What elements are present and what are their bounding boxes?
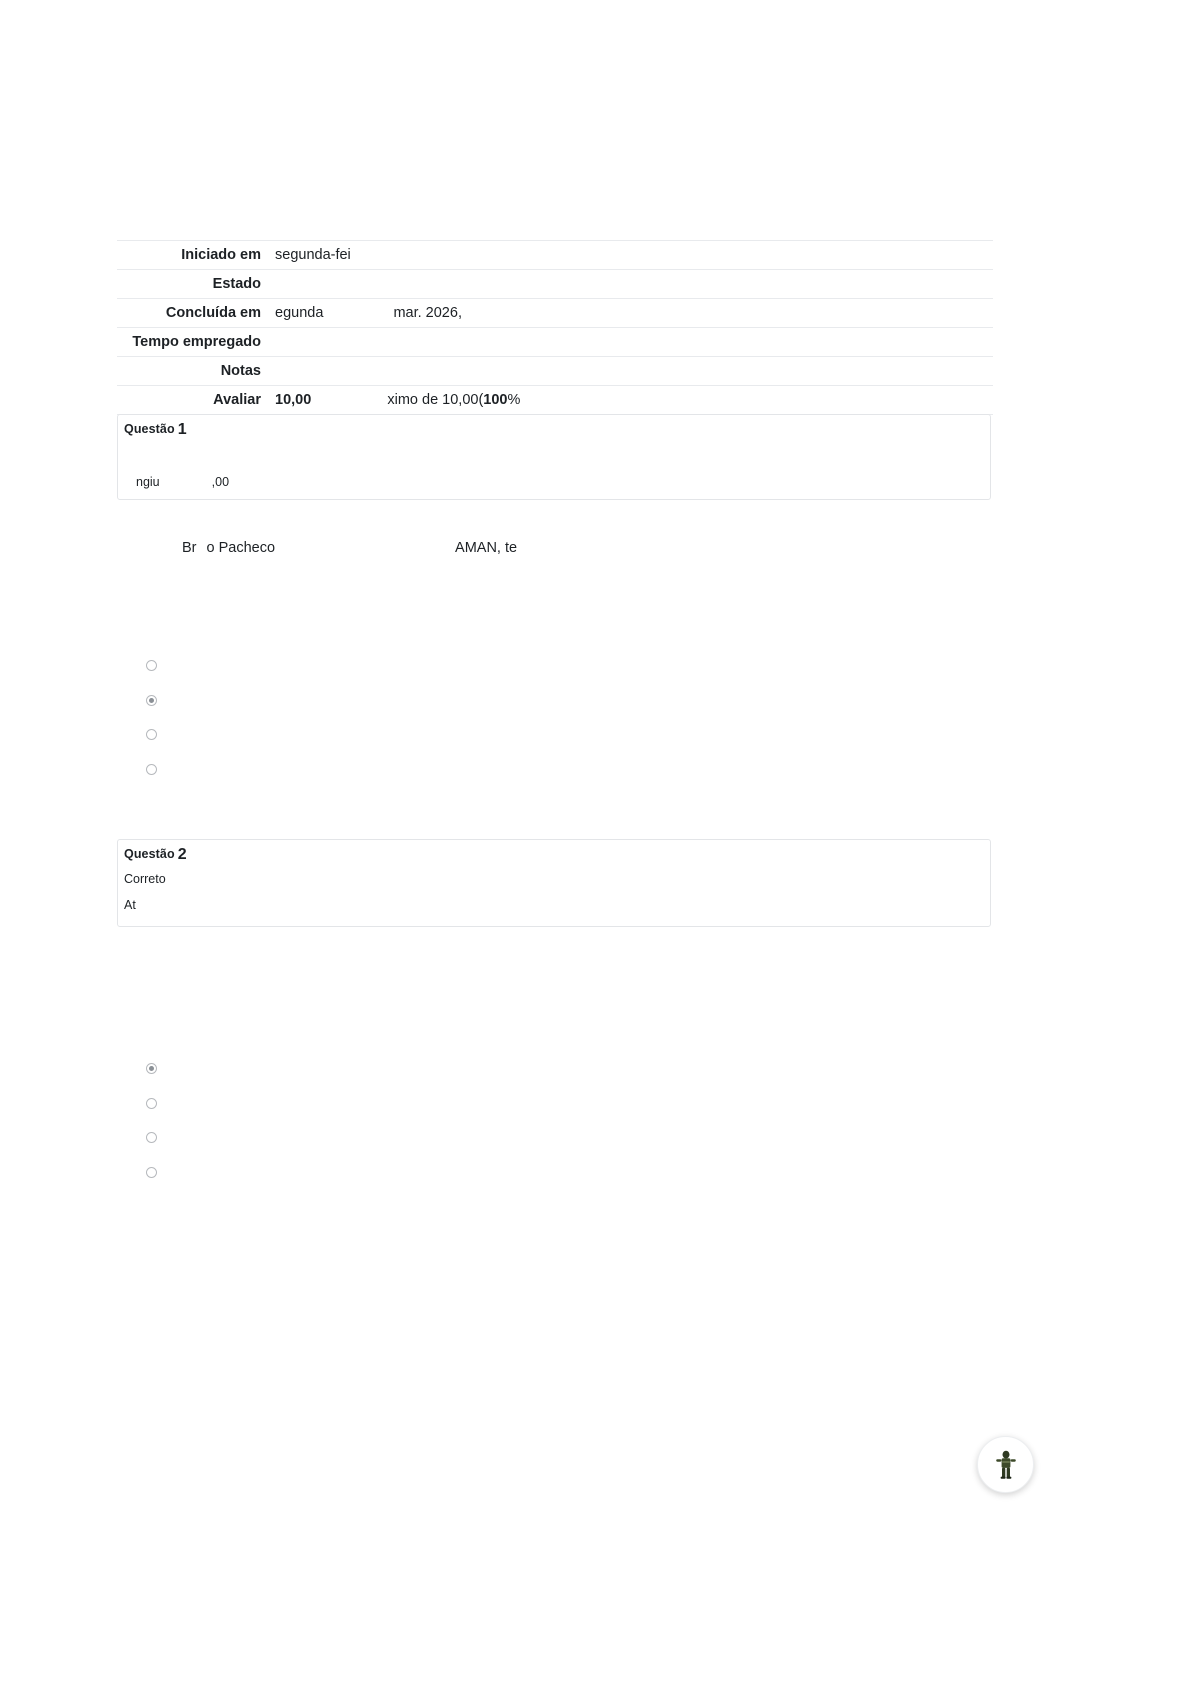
radio-icon[interactable] xyxy=(146,695,157,706)
summary-row-iniciado-em xyxy=(117,241,993,270)
summary-label-tempo-empregado: Tempo empregado xyxy=(132,334,261,350)
question-1-header-label: Questão xyxy=(124,422,175,436)
question-2-state: Correto xyxy=(124,872,166,886)
radio-icon[interactable] xyxy=(146,1063,157,1074)
summary-label-avaliar: Avaliar xyxy=(213,392,261,408)
summary-label-notas: Notas xyxy=(220,363,261,379)
question-box-1 xyxy=(117,414,991,500)
radio-icon[interactable] xyxy=(146,764,157,775)
summary-value-avaliar-grade: 10,00 xyxy=(275,392,312,408)
accessibility-person-icon xyxy=(993,1450,1019,1480)
summary-value-concluida-em-date: mar. 2026, xyxy=(393,305,462,321)
page-bottom-text xyxy=(0,1679,1191,1685)
radio-icon[interactable] xyxy=(146,729,157,740)
radio-icon[interactable] xyxy=(146,1132,157,1143)
summary-value-estado xyxy=(261,270,993,299)
question-1-stem-part2: o Pacheco xyxy=(206,540,276,556)
question-1-header xyxy=(124,421,187,439)
summary-row-estado xyxy=(117,270,993,299)
summary-value-concluida-em-text: egunda xyxy=(275,305,324,321)
question-2-header xyxy=(124,846,187,864)
radio-icon[interactable] xyxy=(146,1098,157,1109)
summary-value-tempo-empregado xyxy=(261,328,993,357)
question-2-number: 2 xyxy=(177,846,187,863)
question-1-stem xyxy=(182,540,517,556)
summary-value-iniciado-em-text: segunda-fei xyxy=(275,247,351,263)
summary-value-iniciado-em xyxy=(261,241,993,270)
summary-label-iniciado-em: Iniciado em xyxy=(181,247,261,263)
radio-icon[interactable] xyxy=(146,660,157,671)
summary-label-estado: Estado xyxy=(212,276,261,292)
summary-row-tempo-empregado xyxy=(117,328,993,357)
summary-value-avaliar-max: ximo de 10,00( xyxy=(387,392,484,408)
question-1-mark xyxy=(136,475,229,489)
question-2-mark: At xyxy=(124,898,136,912)
accessibility-fab-button[interactable] xyxy=(977,1436,1034,1493)
question-1-number: 1 xyxy=(177,421,187,438)
summary-value-avaliar-percent-sign: % xyxy=(507,392,521,408)
attempt-summary-table xyxy=(117,240,993,415)
summary-row-avaliar xyxy=(117,386,993,415)
summary-label-concluida-em: Concluída em xyxy=(165,305,261,321)
question-box-2 xyxy=(117,839,991,927)
summary-value-avaliar-percent: 100 xyxy=(483,392,508,408)
radio-icon[interactable] xyxy=(146,1167,157,1178)
question-1-mark-value: ,00 xyxy=(211,475,230,489)
summary-value-avaliar xyxy=(261,386,993,415)
question-1-stem-part3: AMAN, te xyxy=(455,540,518,556)
question-1-stem-part1: Br xyxy=(182,540,197,556)
question-1-mark-prefix: ngiu xyxy=(136,475,160,489)
summary-row-concluida-em xyxy=(117,299,993,328)
summary-value-concluida-em xyxy=(261,299,993,328)
question-2-header-label: Questão xyxy=(124,847,175,861)
summary-row-notas xyxy=(117,357,993,386)
summary-value-notas xyxy=(261,357,993,386)
